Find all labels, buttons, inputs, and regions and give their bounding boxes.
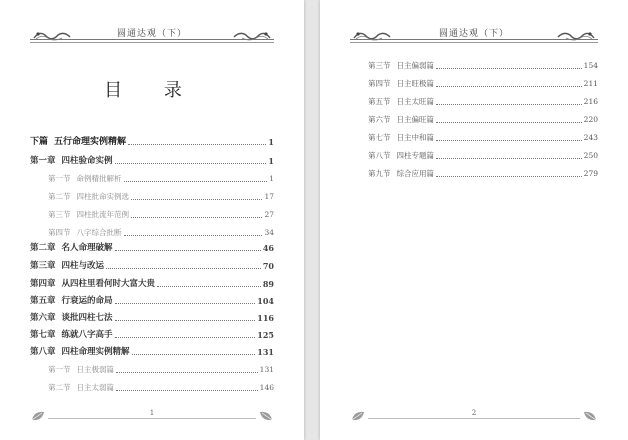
toc-entry: 第二节 四柱批命实例选 17: [48, 192, 274, 201]
page-header: [350, 26, 598, 46]
toc-entry: 第七节 日主中和篇 243: [368, 133, 598, 142]
toc-heading: 目 录: [104, 80, 200, 101]
toc-entry: 第五节 日主太旺篇 216: [368, 97, 598, 106]
toc-entry: 第二章 名人命理破解 46: [30, 243, 274, 253]
toc-entry: 第四章 从四柱里看何时大富大贵 89: [30, 279, 274, 289]
header-title: 圆通达观（下）: [113, 26, 191, 39]
toc-entry: 第六章 谈批四柱七法 116: [30, 313, 274, 323]
toc-entry: 第七章 练就八字高手 125: [30, 330, 274, 340]
toc-entry: 第三节 日主偏弱篇 154: [368, 61, 598, 70]
page-footer: [350, 408, 598, 424]
dragon-ornament-icon: [232, 28, 272, 42]
toc-entry: 第一节 命例精批解析 1: [48, 174, 274, 183]
toc-entry: 第九节 综合应用篇 279: [368, 169, 598, 178]
toc-entry: 第八章 四柱命理实例精解 131: [30, 347, 274, 357]
page-header: [30, 26, 274, 46]
toc-entry: 第二节 日主太弱篇 146: [48, 383, 274, 392]
page-footer: [30, 408, 274, 424]
toc-entry: 第八节 四柱专题篇 250: [368, 151, 598, 160]
page-number: 2: [471, 409, 477, 417]
header-title: 圆通达观（下）: [435, 26, 513, 39]
toc-entry: 第四节 日主旺极篇 211: [368, 79, 598, 88]
right-page: [320, 0, 628, 440]
left-page: [0, 0, 304, 440]
toc-entry: 第六节 日主偏旺篇 220: [368, 115, 598, 124]
toc-entry: 第三节 四柱批流年范例 27: [48, 210, 274, 219]
toc-entry: 下篇 五行命理实例精解 1: [30, 137, 274, 147]
dragon-ornament-icon: [556, 28, 596, 42]
leaf-ornament-icon: [582, 408, 598, 424]
toc-entry: 第四节 八字综合批断 34: [48, 228, 274, 237]
page-number: 1: [149, 409, 155, 417]
toc-entry: 第一章 四柱验命实例 1: [30, 156, 274, 166]
toc-entry: 第一节 日主极弱篇 131: [48, 365, 274, 374]
leaf-ornament-icon: [30, 408, 46, 424]
toc-entry: 第三章 四柱与改运 70: [30, 261, 274, 271]
leaf-ornament-icon: [350, 408, 366, 424]
toc-entry: 第五章 行衰运的命局 104: [30, 296, 274, 306]
leaf-ornament-icon: [258, 408, 274, 424]
